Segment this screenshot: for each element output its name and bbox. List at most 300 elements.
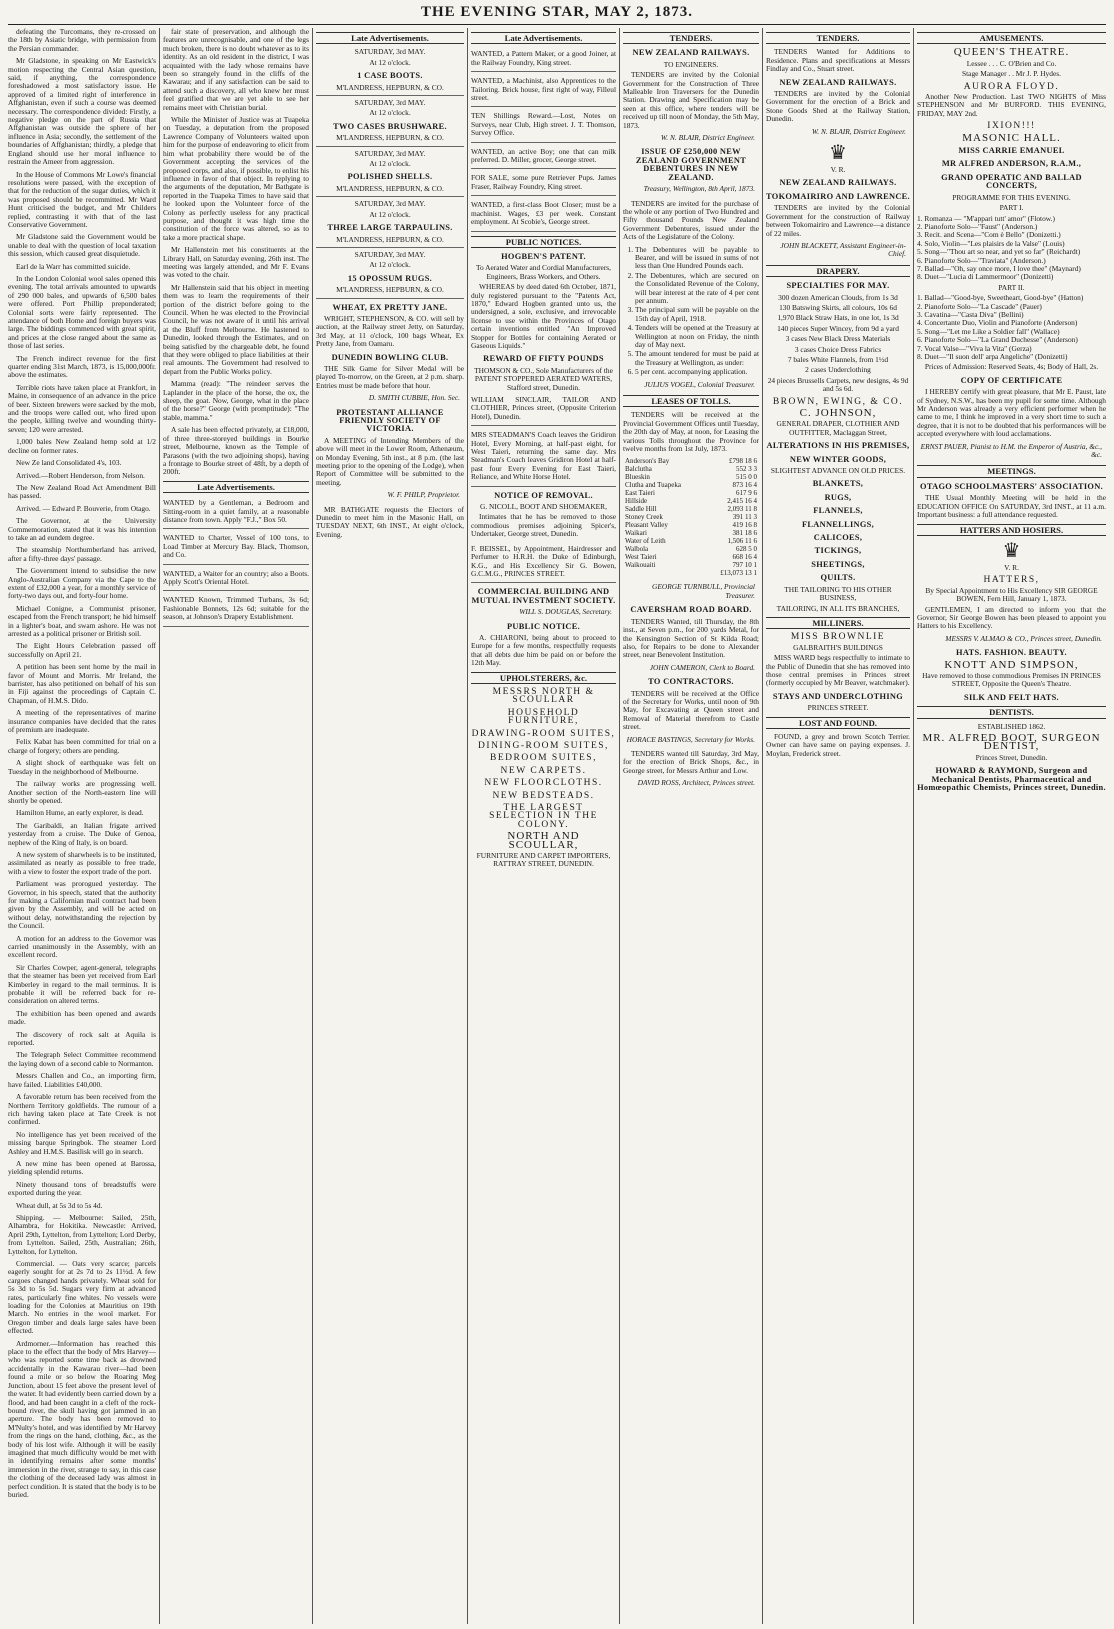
part-2-heading: PART II.: [998, 282, 1025, 292]
tolls-heading: LEASES OF TOLLS.: [623, 395, 759, 407]
toll-amount: 2,093 11 8: [727, 505, 757, 514]
brownlie-name: MISS BROWNLIE: [790, 632, 886, 643]
ross-signature: DAVID ROSS, Architect, Princes street.: [637, 778, 755, 788]
debentures-text: TENDERS are invited for the purchase of the whole or any portion of Two Hundred and Fifty thousand Pounds New Zealand Government Debentures, issued under the Acts of the Legislature of the Colony.: [623, 198, 759, 242]
hatters-sub: By Special Appointment to His Excellency SIR GEORGE BOWEN, Fern Hill, January 1, 1873.: [925, 585, 1098, 604]
miss-ward-text: MISS WARD begs respectfully to intimate to the Public of Dunedin that she has removed into those central premises in Princes street (formerly occupied by Mr Beaver, watchmaker).: [766, 653, 910, 688]
news-paragraph: Felix Kabat has been committed for trial on a charge of forgery; others are pending.: [8, 737, 156, 755]
toll-row: [623, 465, 759, 473]
programme-item: 1. Romanza — "M'appari tutt' amor" (Flotow.): [917, 213, 1055, 223]
goods-item: BLANKETS,: [812, 479, 864, 489]
toll-name: Waikouaiti: [625, 561, 656, 570]
knott-sub: Have removed to those commodious Premises IN PRINCES STREET, Opposite the Queen's Theatre.: [922, 670, 1101, 689]
toll-name: Clutha and Tuapeka: [625, 481, 681, 490]
debenture-conditions: [623, 246, 759, 377]
aurora-title: AURORA FLOYD.: [963, 81, 1060, 92]
debenture-condition: 2. The Debentures, which are secured on the Consolidated Revenue of the Colony, will bear interest at the rate of 4 per cent per annum.: [635, 272, 759, 306]
auction-lots: [316, 48, 464, 298]
manager-line: Stage Manager . . Mr J. P. Hydes.: [962, 69, 1061, 79]
toll-amount: 515 0 0: [736, 473, 757, 482]
johnson-sub: GENERAL DRAPER, CLOTHIER AND OUTFITTER, Maclaggan Street,: [776, 419, 900, 437]
news-paragraph: The Government intend to subsidise the new Anglo-Australian Company via the Cape to the extent of £32,000 a year, for a monthly service of forty-two days out, and forty-four home.: [8, 566, 156, 601]
news-paragraph: While the Minister of Justice was at Tuapeka on Tuesday, a deputation from the proposed Lawrence Company of Volunteers waited upon him for the purpose of endeavoring to elicit from him what probability there would be of the Government accepting the services of the proposed corps, and also, if possible, to enlist his influence in favor of that object. In replying to the arguments of the deputation, Mr Bathgate is reported in the Tuapeka Times to have said that he looked upon the Volunteer force of the Colony as perfectly useless for any practical purpose, and thought it was high time the constitution of the force was altered, so as to take a more practical shape.: [163, 115, 309, 242]
toll-amount: 419 16 8: [732, 521, 757, 530]
news-paragraph: Ninety thousand tons of breadstuffs were exported during the year.: [8, 1179, 156, 1198]
news-paragraph: Michael Conigne, a Communist prisoner, escaped from the French transport; he hid himself in a lighter's boat, and swam ashore. He was not arrested as a political prisoner or British soil.: [8, 603, 156, 638]
beissel-ad: F. BEISSEL, by Appointment, Hairdresser and Perfumer to H.R.H. the Duke of Edinburgh, K.G., and His Excellency Sir G. Bowen, G.C.M.G., PRINCES STREET.: [471, 543, 616, 584]
largest-selection: THE LARGEST SELECTION IN THE COLONY.: [489, 803, 598, 830]
railways-heading: NEW ZEALAND RAILWAYS.: [632, 48, 750, 58]
goods-list: [766, 480, 910, 582]
wanted-ad: WANTED, a Pattern Maker, or a good Joiner, at the Railway Foundry, King street.: [471, 48, 616, 72]
toll-row: [623, 569, 759, 577]
contractors-text: TENDERS will be received at the Office of the Secretary for Works, until noon of 9th May, for Excavating at Queen street and Removal of Material therefrom to Castle street.: [623, 688, 759, 732]
programme-item: 2. Pianoforte Solo—"Faust" (Anderson.): [917, 221, 1038, 231]
news-paragraphs: [8, 28, 156, 1499]
auctioneer-name: M'LANDRESS, HEPBURN, & CO.: [316, 185, 464, 197]
news-paragraph: The Eight Hours Celebration passed off successfully on April 21.: [8, 641, 156, 659]
sale-date-line: SATURDAY, 3rd MAY.: [354, 98, 426, 108]
column-divider: [159, 28, 160, 1624]
brick-shops-text: TENDERS wanted till Saturday, 3rd May, for the erection of Brick Shops, &c., in George street, for Messrs Arthur and Low.: [623, 748, 759, 775]
wanted-ad: WANTED, a Waiter for an country; also a Boots. Apply Scott's Oriental Hotel.: [163, 568, 309, 592]
news-paragraphs-2: [163, 28, 309, 477]
bathgate-notice: MR BATHGATE requests the Electors of Dunedin to meet him in the Masonic Hall, on TUESDAY NEXT, 6th INST., At eight o'clock, Evening.: [316, 504, 464, 539]
programme-item: 6. Pianoforte Solo—"La Grand Duchesse" (Anderson): [917, 335, 1078, 345]
news-paragraph: A sale has been effected privately, at £18,000, of three three-storeyed buildings in Bourke street, Melbourne, known as the Temple of Parasons (with the two adjoining shops), having a frontage to Bourke street of 48ft, by a depth of 200ft.: [163, 425, 309, 477]
column-news-2: [163, 28, 309, 1624]
auctioneer-name: M'LANDRESS, HEPBURN, & CO.: [316, 236, 464, 248]
auction-lot-title: POLISHED SHELLS.: [347, 172, 433, 182]
column-amusements: [917, 28, 1106, 1624]
admission-prices: Prices of Admission: Reserved Seats, 4s; Body of Hall, 2s.: [924, 362, 1099, 372]
removal-text: Intimates that he has be removed to those commodious premises adjoining Spicer's, Undertaker, George street, Dunedin.: [471, 512, 616, 539]
contractors-heading: TO CONTRACTORS.: [648, 677, 734, 687]
silk-felt-hats: SILK AND FELT HATS.: [964, 692, 1059, 702]
boot-name: MR. ALFRED BOOT, SURGEON DENTIST,: [922, 732, 1101, 753]
news-paragraph: Mamma (read): "The reindeer serves the Laplander in the place of the horse, the ox, the sheep, the goat. Now, George, what in the place of the horse?" George (with promptitude): "The stable, mamma.": [163, 379, 309, 422]
wanted-ad: WANTED, a first-class Boot Closer; must be a machinist. Wages, £3 per week. Constant employment. At Scobie's, George street.: [471, 199, 616, 231]
toll-name: Balclutha: [625, 465, 652, 474]
lost-found-heading: LOST AND FOUND.: [766, 717, 910, 729]
auction-lot-title: 15 OPOSSUM RUGS.: [347, 273, 433, 283]
toll-row: [623, 545, 759, 553]
sale-date-line: SATURDAY, 3rd MAY.: [354, 199, 426, 209]
debenture-condition: 6. 5 per cent. accompanying application.: [635, 368, 759, 376]
news-paragraph: Shipping. — Melbourne: Sailed, 25th, Alhambra, for Hokitika. Newcastle: Arrived, April 29th, Lyttelton, from Lyttelton; Lord Derby, from Lyttelton. Sailed, 25th, Australian; 26th, Lyttelton, for Lyttelton.: [8, 1212, 156, 1256]
specialties-heading: SPECIALTIES FOR MAY.: [786, 281, 890, 291]
news-paragraph: Mr Hallenstein said that his object in meeting them was to learn the requirements of their portion of the district before going to the Council. When he was elected to the Provincial Council, he was not aware of it until his arrival at the Bluff from Melbourne. He hastened to Dunedin, looked through the Estimates, and on being satisfied by the chargeable debt, he found that they were obliged to place liabilities at their real amounts. The Government had resolved to depart from the Public Works policy.: [163, 282, 309, 376]
goods-item: FLANNELLINGS,: [801, 519, 875, 529]
royal-crest-icon: ♛: [1002, 539, 1021, 562]
sinclair-ad: WILLIAM SINCLAIR, TAILOR AND CLOTHIER, Princes street, (Opposite Criterion Hotel), Dunedin.: [471, 394, 616, 426]
sale-date-line: SATURDAY, 3rd MAY.: [354, 47, 426, 57]
hogben-text: WHEREAS by deed dated 6th October, 1871, duly registered pursuant to the "Patents Act, 1870," Edward Hogben granted unto us, the undersigned, a sole, exclusive, and irrevocable license to use within the Provinces of Otago certain inventions entitled "An Improved Stopper for Bottles for containing Aerated or Gaseous Liquids.": [471, 282, 616, 350]
tailoring-line: THE TAILORING TO HIS OTHER BUSINESS,: [784, 584, 892, 603]
news-paragraph: The discovery of rock salt at Aquila is reported.: [8, 1029, 156, 1048]
specialty-item: 3 cases New Black Dress Materials: [785, 334, 891, 344]
sale-date-line: SATURDAY, 3rd MAY.: [354, 148, 426, 158]
meetings-heading: MEETINGS.: [917, 465, 1106, 477]
news-paragraph: Parliament was prorogued yesterday. The Governor, in his speech, stated that the authority for making a Californian mail contract had been given by the Assembly, and will be acted on without delay, notwithstanding the rejection by the Council.: [8, 879, 156, 931]
goods-item: CALICOES,: [813, 533, 863, 543]
furniture-item: NEW FLOORCLOTHS.: [484, 778, 603, 789]
news-paragraph: Commercial. — Oats very scarce; parcels eagerly sought for at 2s 7d to 2s 11½d. A few cargoes changed hands privately. Wheat sold for 5s 3d to 5s 5d. Sugars very firm at advanced rates, particularly fine whites. No vessels were loading for the Colonies at Mauritius on 19th March. No entries in the wool market. For Oregon timber and deals large sales have been effected.: [8, 1259, 156, 1336]
programme-item: 3. Cavatina—"Casta Diva" (Bellini): [917, 309, 1024, 319]
news-paragraph: Sir Charles Cowper, agent-general, telegraphs that the steamer has been yet received from Earl Kimberley in regard to the mail terminus. It is probable it will be referred back for re-consideration on altered terms.: [8, 962, 156, 1006]
late-advertisements-heading: Late Advertisements.: [163, 481, 309, 493]
news-paragraph: The Garibaldi, an Italian frigate arrived yesterday from a cruise. The Duke of Genoa, nephew of the King of Italy, is on board.: [8, 820, 156, 847]
news-paragraph: fair state of preservation, and although the features are unrecognisable, and one of the legs much broken, there is no doubt whatever as to its identity. As an old resident in the district, I was acquainted with the lady whose remains have been so strangely found in the cliffs of the Kawarau; and if any satisfaction can be said to attend such a discovery, all who knew her must feel gratified that we are yet able to see her remains meet with Christian burial.: [163, 28, 309, 112]
toll-row: [623, 473, 759, 481]
theatre-name: QUEEN'S THEATRE.: [953, 46, 1070, 59]
protestant-text: A MEETING of Intending Members of the above will meet in the Lower Room, Athenæum, on Monday Evening, 5th inst., at 8 p.m. (the last meeting prior to the opening of the Lodge), when Report of Committee will be submitted to the meeting.: [316, 435, 464, 487]
auction-lot-title: TWO CASES BRUSHWARE.: [333, 121, 447, 131]
toll-name: Waikari: [625, 529, 647, 538]
furniture-item: DRAWING-ROOM SUITES,: [471, 728, 616, 739]
tailoring-branches: TAILORING, IN ALL ITS BRANCHES,: [776, 603, 900, 613]
wanted-ad: WANTED Known, Trimmed Turbans, 3s 6d; Fashionable Bonnets, 12s 6d; suitable for the season, at Johnson's Drapery Establishment.: [163, 594, 309, 626]
news-paragraph: The French indirect revenue for the first quarter ending 31st March, 1873, is 15,000,000fr. above the estimates.: [8, 353, 156, 380]
concerts-heading: GRAND OPERATIC AND BALLAD CONCERTS,: [941, 172, 1082, 191]
public-notices-heading: PUBLIC NOTICES.: [471, 236, 616, 248]
toll-name: Water of Leith: [625, 537, 666, 546]
toll-amount: 873 16 4: [732, 481, 757, 490]
column-drapery: [766, 28, 910, 1624]
toll-amount: £13,073 13 1: [720, 569, 757, 578]
brown-ewing: BROWN, EWING, & CO.: [772, 396, 904, 407]
sale-date-line: At 12 o'clock.: [369, 209, 411, 219]
aurora-text: Another New Production. Last TWO NIGHTS of Miss STEPHENSON and Mr BURFORD. THIS EVENING, FRIDAY, MAY 2nd.: [917, 92, 1106, 118]
news-paragraph: No intelligence has yet been received of the missing barque Springbok. The steamer Lord Ashley and H.M.S. Basilisk will go in search.: [8, 1129, 156, 1156]
toll-row: [623, 481, 759, 489]
toll-amount: 2,415 16 4: [727, 497, 757, 506]
otago-text: THE Usual Monthly Meeting will be held in the EDUCATION OFFICE On SATURDAY, 3rd INST., at 11 a.m. Important business: a full attendance requested.: [917, 493, 1106, 520]
news-paragraph: Hamilton Hume, an early explorer, is dead.: [16, 808, 144, 818]
lost-found-text: FOUND, a grey and brown Scotch Terrier. Owner can have same on paying expenses. J. Moylan, Frederick street.: [766, 731, 910, 758]
auctioneer-name: M'LANDRESS, HEPBURN, & CO.: [316, 286, 464, 298]
milliners-heading: MILLINERS.: [766, 617, 910, 629]
column-divider: [619, 28, 620, 1624]
toll-amount: £798 18 6: [729, 457, 757, 466]
auction-lot-title: THREE LARGE TARPAULINS.: [327, 223, 453, 233]
toll-amount: 617 9 6: [736, 489, 757, 498]
news-paragraph: A new system of sharwheels is to be instituted, assimilated as nearly as possible to free trade, with a view to foster the export trade of the port.: [8, 849, 156, 876]
fashion-line: HATS. FASHION. BEAUTY.: [956, 648, 1067, 658]
sale-date-line: At 12 o'clock.: [369, 260, 411, 270]
hogben-heading: HOGBEN'S PATENT.: [501, 251, 586, 261]
new-winter-heading: NEW WINTER GOODS,: [789, 454, 887, 464]
toll-row: [623, 553, 759, 561]
tokomairiro-text: TENDERS are invited by the Colonial Government for the construction of Railway between Tokomairiro and Lawrence—a distance of 22 miles.: [766, 203, 910, 238]
news-paragraph: Ardmorner.—Information has reached this place to the effect that the body of Mrs Harvey—who was reported some time back as drowned accidentally in the Kawarau river—had been found a mile or so below the Roaring Meg Junction, about 15 feet above the present level of the water. It had evidently been carried down by a flood, and had been caught in a cleft of the rock-bound river, the skull having got jammed in an aperture. The body has been removed to M'Nulty's hotel, and was identified by Mr Harvey from the rings on the hand, clothing, &c., as the body of his lost wife. Although it will be easily imagined that much difficulty would be met with in identifying remains after some months' immersion in the river, strange to say, in this case the clothing of the deceased lady was almost in perfect condition. It is stated that the body is to be buried.: [8, 1338, 156, 1499]
goods-item: TICKINGS,: [814, 546, 862, 556]
goods-item: FLANNELS,: [813, 506, 863, 516]
tenders-heading: TENDERS.: [623, 32, 759, 44]
programme-item: 8. Duet—"Lucia di Lammermoor" (Donizetti): [917, 272, 1054, 282]
part-2-list: [917, 294, 1106, 361]
late-ads-list: [163, 497, 309, 626]
tenders-heading-2: TENDERS.: [766, 32, 910, 44]
toll-name: [623, 569, 704, 577]
knott-name: KNOTT AND SIMPSON,: [944, 658, 1079, 671]
toll-amount: 391 11 3: [732, 513, 757, 522]
news-paragraph: Mr Gladstone said the Government would be unable to deal with the question of local taxation this session, which caused great disquietude.: [8, 232, 156, 259]
removal-name: G. NICOLL, BOOT AND SHOEMAKER,: [480, 502, 607, 512]
wanted-ad: WANTED to Charter, Vessel of 100 tons, to Load Timber at Mercury Bay. Black, Thomson, and Co.: [163, 532, 309, 564]
protestant-heading: PROTESTANT ALLIANCE FRIENDLY SOCIETY OF VICTORIA.: [336, 407, 444, 434]
north-heading: MESSRS NORTH & SCOULLAR: [492, 686, 595, 706]
news-paragraph: Arrived. — Edward P. Bouverie, from Otago.: [16, 503, 151, 513]
column-news-1: [8, 28, 156, 1624]
toll-row: [623, 537, 759, 545]
blackett-signature: JOHN BLACKETT, Assistant Engineer-in-Chief.: [780, 240, 906, 259]
boot-sub: Princes Street, Dunedin.: [975, 752, 1048, 762]
hogben-signature: THOMSON & CO., Sole Manufacturers of the PATENT STOPPERED AERATED WATERS, Stafford street, Dunedin.: [474, 365, 613, 392]
traversers-text: TENDERS are invited by the Colonial Government for the Construction of Three Malleable Iron Traversers for the Dunedin Station. Drawing and Specification may be seen at this office, where tenders will be received up till noon of Monday, the 5th May, 1873.: [623, 70, 759, 130]
howard-raymond: HOWARD & RAYMOND, Surgeon and Mechanical Dentists, Pharmaceutical and Homœopathic Chemists, Princes street, Dunedin.: [917, 766, 1106, 793]
news-paragraph: Mr Hallenstein met his constituents at the Library Hall, on Saturday evening, 26th inst. The meeting was largely attended, and Mr F. Evans was voted to the chair.: [163, 245, 309, 280]
certificate-heading: COPY OF CERTIFICATE: [960, 375, 1063, 385]
news-paragraph: Mr Gladstone, in speaking on Mr Eastwick's motion respecting the Central Asian question, said, if anything, the correspondence foreshadowed a most satisfactory issue. He approved of a limited right of interference in Affghanistan, even if such a course was deemed necessary. The correspondence divided: Firstly, a negative pledge on the part of Russia that Affghanistan was outside the sphere of her influence in Asia; secondly, the settlement of the boundaries of Affghanistan; thirdly, a pledge that England should use her moral influence to restrain the Ameer from aggression.: [8, 56, 156, 167]
toll-row: [623, 505, 759, 513]
specialty-item: 3 cases Choice Dress Fabrics: [794, 344, 882, 354]
toll-name: Blueskin: [625, 473, 650, 482]
toll-row: [623, 513, 759, 521]
hatters-text: GENTLEMEN, I am directed to inform you that the Governor, Sir George Bowen has been pleased to appoint you Hatters to his Excellency.: [917, 604, 1106, 631]
notice-heading: PUBLIC NOTICE.: [506, 621, 581, 631]
johnson-name: C. JOHNSON,: [799, 407, 877, 419]
furniture-item: HOUSEHOLD FURNITURE,: [507, 707, 580, 727]
north-address: FURNITURE AND CARPET IMPORTERS, RATTRAY STREET, DUNEDIN.: [476, 851, 611, 869]
toll-name: West Taieri: [625, 553, 657, 562]
sale-date-line: At 12 o'clock.: [369, 57, 411, 67]
building-signature: WILL S. DOUGLAS, Secretary.: [519, 607, 612, 617]
toll-name: Hillside: [625, 497, 648, 506]
turnbull-signature: GEORGE TURNBULL, Provincial Treasurer.: [652, 582, 755, 600]
goods-item: SHEETINGS,: [811, 559, 865, 569]
sale-date-line: At 12 o'clock.: [369, 108, 411, 118]
building-heading: COMMERCIAL BUILDING AND MUTUAL INVESTMENT SOCIETY.: [471, 587, 616, 605]
news-paragraph: 1,000 bales New Zealand hemp sold at 1/2 decline on former rates.: [8, 437, 156, 455]
news-paragraph: Earl de la Warr has committed suicide.: [16, 261, 131, 271]
bastings-signature: HORACE BASTINGS, Secretary for Works.: [626, 734, 755, 744]
column-tenders: [623, 28, 759, 1624]
programme-item: 2. Pianoforte Solo—"La Cascade" (Pauer): [917, 301, 1042, 311]
slightest-advance: SLIGHTEST ADVANCE ON OLD PRICES.: [770, 466, 906, 476]
upholsterers-heading: UPHOLSTERERS, &c.: [471, 672, 616, 684]
debenture-condition: 1. The Debentures will be payable to Bearer, and will be issued in sums of not less than One Hundred Pounds each.: [635, 246, 759, 271]
wanted-ad: WANTED by a Gentleman, a Bedroom and Sitting-room in a quiet family, at a reasonable distance from town. Apply "F.J.," Box 50.: [163, 497, 309, 529]
caversham-heading: CAVERSHAM ROAD BOARD.: [630, 605, 752, 615]
news-paragraph: The New Zealand Road Act Amendment Bill has passed.: [8, 482, 156, 501]
auction-lot-title: 1 CASE BOOTS.: [357, 71, 423, 81]
late-advertisements-heading: Late Advertisements.: [316, 32, 464, 44]
auctioneer-name: M'LANDRESS, HEPBURN, & CO.: [316, 84, 464, 96]
treasury-date: Treasury, Wellington, 8th April, 1873.: [643, 184, 755, 194]
column-divider: [312, 28, 313, 1624]
north-name: NORTH AND SCOULLAR,: [507, 830, 580, 851]
part-1-heading: PART I.: [999, 203, 1024, 213]
toll-amount: 668 16 4: [732, 553, 757, 562]
hatters-title: HATTERS,: [983, 575, 1040, 586]
anderson-name: MR ALFRED ANDERSON, R.A.M.,: [941, 159, 1082, 169]
toll-amount: 552 3 3: [736, 465, 757, 474]
programme-heading: PROGRAMME FOR THIS EVENING.: [952, 192, 1071, 202]
protestant-signature: W. F. PHILP, Proprietor.: [387, 490, 460, 500]
goods-shed-text: TENDERS are invited by the Colonial Government for the erection of a Brick and Stone Goods Shed at the Railway Station, Dunedin.: [766, 89, 910, 124]
debenture-condition: 5. The amount tendered for must be paid at the Treasury at Wellington, as under:: [635, 350, 759, 367]
masthead-rule: [8, 24, 1106, 25]
sale-date-line: At 12 o'clock.: [369, 159, 411, 169]
programme-item: 3. Recit. and Scena—"Com è Bello" (Donizetti.): [917, 230, 1061, 240]
programme-item: 5. Song—"Thou art so near, and yet so far" (Reichardt): [917, 247, 1081, 257]
amusements-heading: AMUSEMENTS.: [917, 32, 1106, 44]
auctioneer-name: M'LANDRESS, HEPBURN, & CO.: [316, 134, 464, 146]
toll-row: [623, 561, 759, 569]
news-paragraph: The Telegraph Select Committee recommend the laying down of a second cable to Normanton.: [8, 1050, 156, 1068]
stays-heading: STAYS AND UNDERCLOTHING: [772, 691, 904, 701]
vogel-signature: JULIUS VOGEL, Colonial Treasurer.: [644, 379, 755, 389]
masthead: THE EVENING STAR, MAY 2, 1873.: [421, 4, 693, 20]
specialty-item: 7 bales White Flannels, from 1½d: [787, 354, 889, 364]
caversham-text: TENDERS Wanted, till Thursday, the 8th inst., at Seven p.m., for 200 yards Metal, for the Kensington Section of St Kilda Road; also, for Repairs to be done to Alexander street, near Benevolent Institution.: [623, 616, 759, 660]
news-paragraph: In the London Colonial wool sales opened this evening. The total arrivals amounted to upwards of 290 000 bales, and upwards of 6,500 bales were offered. Port Phillip preponderated; Colonial sorts were fairly represented. The attendance of both Home and foreign buyers was large. The biddings commenced with great spirit, and prices at the close ranged about the same as those of last series.: [8, 273, 156, 351]
vr-mark: V. R.: [830, 165, 846, 175]
hatters-heading: HATTERS AND HOSIERS.: [917, 524, 1106, 536]
blair-signature-2: W. N. BLAIR, District Engineer.: [811, 126, 906, 136]
otago-heading: OTAGO SCHOOLMASTERS' ASSOCIATION.: [920, 481, 1103, 491]
column-divider: [913, 28, 914, 1624]
news-paragraph: A new mine has been opened at Barossa, yielding splendid returns.: [8, 1158, 156, 1177]
specialty-item: 140 pieces Super Wincey, from 9d a yard: [777, 323, 899, 333]
news-paragraph: Wheat dull, at 5s 3d to 5s 4d.: [16, 1200, 103, 1210]
furniture-item: DINING-ROOM SUITES,: [478, 741, 609, 751]
additions-text: TENDERS Wanted for Additions to Residence. Plans and specifications at Messrs Findlay and Co., Stuart street.: [766, 47, 910, 74]
specialty-item: 300 dozen American Clouds, from 1s 3d: [778, 292, 898, 302]
wheat-text: WRIGHT, STEPHENSON, & CO. will sell by auction, at the Railway street Jetty, on Saturday, 3rd May, at 11 o'clock, 100 bags Wheat, Ex Pretty Jane, from Oamaru.: [316, 313, 464, 349]
royal-crest-icon: ♛: [829, 142, 847, 165]
toll-amount: 628 5 0: [736, 545, 757, 554]
programme-item: 7. Ballad—"Oh, say once more, I love thee" (Maynard): [917, 263, 1081, 273]
toll-name: Stoney Creek: [625, 513, 663, 522]
specialty-item: 1,970 Black Straw Hats, in one lot, 1s 3d: [777, 313, 899, 323]
certificate-text: I HEREBY certify with great pleasure, that Mr E. Paust, late of Sydney, N.S.W., has been my pupil for some time. Although Mr Anderson was already a very efficient performer when he came to me, I think he improved in a very short time to such a degree, that it is not to be doubted that his performances will be accepted everywhere with loud acclamations.: [917, 387, 1106, 439]
wanted-ad: TEN Shillings Reward.—Lost, Notes on Surveys, near Club, High street. J. T. Thomson, Survey Office.: [471, 110, 616, 142]
lessee-line: Lessee . . . C. O'Brien and Co.: [966, 58, 1057, 68]
bowling-signature: D. SMITH CUBBIE, Hon. Sec.: [368, 393, 460, 403]
programme-item: 6. Pianoforte Solo—"Traviata" (Anderson.): [917, 255, 1046, 265]
tokomairiro-heading: TOKOMAIRIRO AND LAWRENCE.: [766, 191, 910, 201]
part-1-list: [917, 215, 1106, 282]
news-paragraph: Arrived.—Robert Henderson, from Nelson.: [16, 470, 145, 480]
furniture-item: NEW BEDSTEADS.: [492, 790, 595, 801]
news-paragraph: A petition has been sent home by the mail in favor of Mount and Morris. Mr Ireland, the barrister, has also petitioned on behalf of his son in Fiji against the proceedings of Captain C. Chapman, of H.M.S. Dido.: [8, 662, 156, 705]
wanted-ad: WANTED, a Machinist, also Apprentices to the Tailoring. Brick house, first right of way, Filleul street.: [471, 75, 616, 107]
column-public-notices: [471, 28, 616, 1624]
news-paragraph: The railway works are progressing well. Another section of the North-eastern line will shortly be opened.: [8, 779, 156, 805]
news-paragraph: In the House of Commons Mr Lowe's financial resolutions were passed, with the exception of that for the reduction of the sugar duties, which it was proposed should be recommitted. Mr Ward Hunt criticised the budget, and Mr Childers replied, contrasting it with that of the last Conservative Government.: [8, 169, 156, 229]
notice-text: A. CHIARONI, being about to proceed to Europe for a few months, respectfully requests that all debts due him be paid on or before the 12th May.: [471, 632, 616, 668]
column-divider: [467, 28, 468, 1624]
programme-item: 4. Concertante Duo, Violin and Pianoforte (Anderson): [917, 318, 1078, 328]
toll-row: [623, 457, 759, 465]
programme-item: 8. Duet—"Il suon dell' arpa Angeliche" (Donizetti): [917, 352, 1068, 361]
wanted-ad: WANTED, an active Boy; one that can milk preferred. D. Miller, grocer, George street.: [471, 146, 616, 170]
goods-item: QUILTS.: [820, 573, 856, 583]
news-paragraph: A slight shock of earthquake was felt on Tuesday in the neighborhood of Melbourne.: [8, 758, 156, 776]
tolls-text: TENDERS will be received at the Provincial Government Offices until Tuesday, the 20th day of May, at noon, for Leasing the various Tolls throughout the Province for twelve months from 1st July, 1873.: [623, 410, 759, 454]
alterations-heading: ALTERATIONS IN HIS PREMISES,: [766, 441, 910, 451]
programme-item: 5. Song—"Let me Like a Soldier fall" (Wallace): [917, 326, 1060, 336]
news-paragraph: The Governor, at the University Commemoration, stated that it was his intention to take an ad eundem degree.: [8, 516, 156, 542]
news-paragraph: New Ze land Consolidated 4's, 103.: [16, 458, 122, 468]
furniture-item: NEW CARPETS.: [500, 765, 587, 776]
news-paragraph: Terrible riots have taken place at Frankfort, in Maine, in consequence of an advance in the price of beer. Sixteen brewers were sacked by the mob, and the troops were called out, who fired upon the people, killing twelve and wounding thirty-seven; 120 were arrested.: [8, 382, 156, 434]
toll-name: Pleasant Valley: [625, 521, 668, 530]
programme-item: 1. Ballad—"Good-bye, Sweetheart, Good-bye" (Hatton): [917, 293, 1084, 303]
news-paragraph: defeating the Turcomans, they re-crossed on the 18th by Asiatic bridge, with permission from the Persian commander.: [8, 28, 156, 53]
news-paragraph: The steamship Northumberland has arrived, after a fifty-three days' passage.: [8, 545, 156, 563]
news-paragraph: A meeting of the representatives of marine insurance companies have decided that the rates of premium are inadequate.: [8, 708, 156, 735]
specialty-item: 24 pieces Brussells Carpets, new designs, 4s 9d and 5s 6d.: [767, 375, 909, 394]
wheat-heading: WHEAT, EX PRETTY JANE.: [332, 302, 448, 312]
galbraith-buildings: GALBRAITH'S BUILDINGS: [793, 642, 883, 652]
specialty-item: 2 cases Underclothing: [805, 365, 871, 375]
debenture-condition: 4. Tenders will be opened at the Treasury at Wellington at noon on Friday, the ninth day of May next.: [635, 324, 759, 349]
princes-street: PRINCES STREET.: [807, 703, 869, 713]
toll-row: [623, 489, 759, 497]
specialty-item: 130 Batswing Skirts, all colours, 10s 6d: [779, 302, 897, 312]
goods-item: RUGS,: [824, 492, 852, 502]
established-line: ESTABLISHED 1862.: [977, 721, 1046, 731]
toll-name: Walbola: [625, 545, 649, 554]
vr-mark-2: V. R.: [1004, 562, 1019, 572]
ixion-title: IXION!!!: [987, 121, 1036, 132]
emanuel-name: MISS CARRIE EMANUEL: [958, 146, 1065, 156]
programme-item: 7. Vocal Valse—"Viva la Vita" (Gerza): [917, 343, 1032, 353]
steadman-ad: MRS STEADMAN'S Coach leaves the Gridiron Hotel, Every Morning, at half-past eight, for West Taieri, returning the same day. Mrs Steadman's Coach leaves Gridiron Hotel at half-past four Every Evening for East Taieri, Reliance, and White Horse Hotel.: [471, 429, 616, 486]
sale-date-line: SATURDAY, 3rd MAY.: [354, 249, 426, 259]
railways-heading-3: NEW ZEALAND RAILWAYS.: [779, 178, 897, 188]
masonic-hall: MASONIC HALL.: [962, 131, 1061, 144]
news-paragraph: Messrs Challen and Co., an importing firm, have failed. Liabilities £40,000.: [8, 1071, 156, 1089]
dentists-heading: DENTISTS.: [917, 706, 1106, 718]
late-advertisements-heading: Late Advertisements.: [471, 32, 616, 44]
tolls-table: [623, 457, 759, 577]
pauer-signature: ERNST PAUER, Pianist to H.M. the Emperor of Austria, &c., &c.: [920, 441, 1102, 460]
toll-row: [623, 497, 759, 505]
debenture-condition: 3. The principal sum will be payable on the 15th day of April, 1918.: [635, 306, 759, 323]
news-paragraph: The exhibition has been opened and awards made.: [8, 1008, 156, 1027]
hogben-sub: To Aerated Water and Cordial Manufacturers, Engineers, Brass Workers, and Others.: [475, 263, 611, 281]
debentures-heading: ISSUE OF £250,000 NEW ZEALAND GOVERNMENT DEBENTURES IN NEW ZEALAND.: [635, 147, 747, 182]
bowling-heading: DUNEDIN BOWLING CLUB.: [331, 352, 449, 362]
wanted-ads: [471, 48, 616, 231]
column-divider: [762, 28, 763, 1624]
specialties-list: [766, 294, 910, 394]
toll-name: Saddle Hill: [625, 505, 657, 514]
toll-amount: 797 10 1: [732, 561, 757, 570]
column-auctions: [316, 28, 464, 1624]
drapery-heading: DRAPERY.: [766, 265, 910, 277]
wanted-ad: FOR SALE, some pure Retriever Pups. James Fraser, Railway Foundry, King street.: [471, 172, 616, 196]
news-paragraph: A motion for an address to the Governor was carried unanimously in the Assembly, with an excellent record.: [8, 933, 156, 960]
railways-heading-2: NEW ZEALAND RAILWAYS.: [779, 77, 897, 87]
cameron-signature: JOHN CAMERON, Clerk to Board.: [649, 662, 755, 672]
news-paragraph: A favorable return has been received from the Northern Territory goldfields. The rumour of a rich having taken place at Tate Creek is not confirmed.: [8, 1092, 156, 1127]
reward-heading: REWARD OF FIFTY POUNDS: [483, 354, 604, 364]
